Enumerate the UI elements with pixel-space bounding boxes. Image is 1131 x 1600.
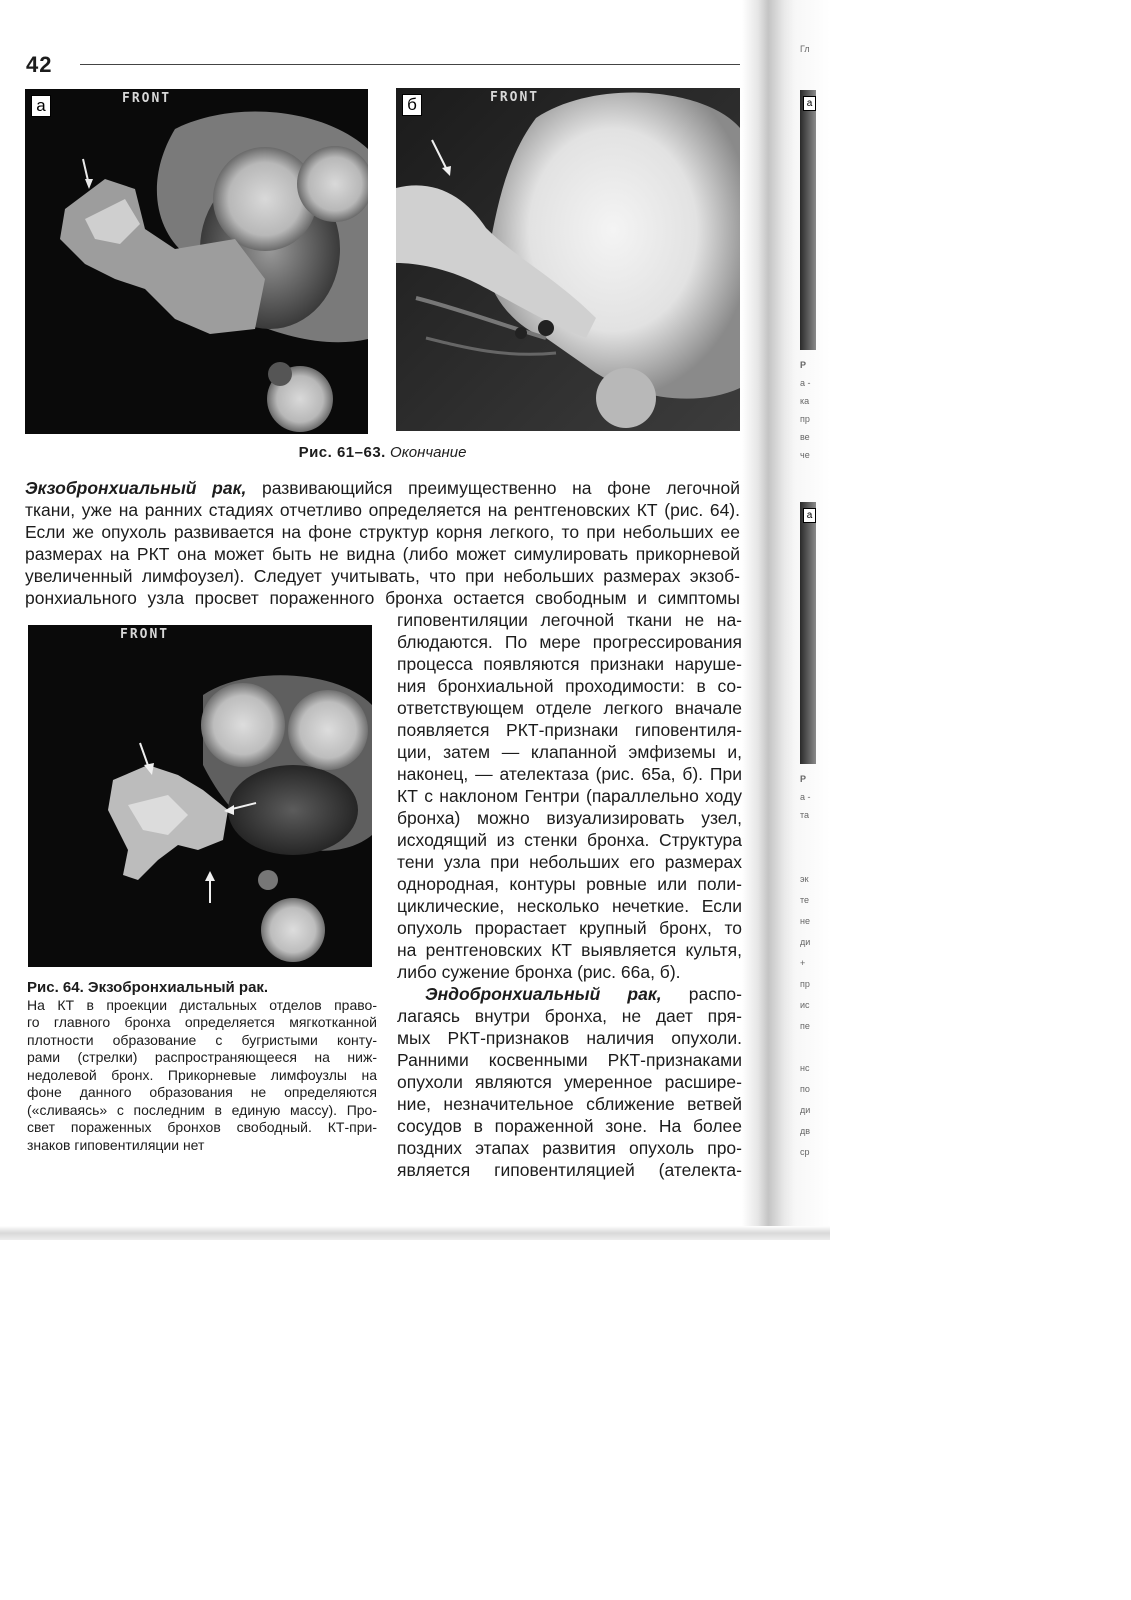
next-page-caption-fragment: Р — [800, 360, 807, 370]
next-page-panel-letter: а — [803, 508, 816, 523]
figure-caption-61-63 — [25, 444, 740, 461]
text-line: наконец, — ателектаза (рис. 65а, б). При — [397, 764, 742, 784]
next-page-text-fragment: ср — [800, 1147, 810, 1157]
term-endobronchial: Эндобронхиальный рак, — [425, 984, 662, 1004]
text-line: однородная, контуры ровные или поли- — [397, 874, 742, 894]
next-page-text-fragment: ди — [800, 1105, 811, 1115]
caption-line: плотности образование с бугристыми конту- — [27, 1031, 377, 1048]
text-line: размерах на РКТ она может быть не видна (либо может симулировать прикорневой — [25, 544, 740, 564]
caption-line: свет пораженных бронхов свободный. КТ-при- — [27, 1119, 377, 1135]
text-line: КТ с наклоном Гентри (параллельно ходу — [397, 786, 742, 806]
text-line: гиповентиляции легочной ткани не на- — [397, 610, 742, 630]
next-page-caption-fragment: та — [800, 810, 810, 820]
next-page-caption-fragment: пр — [800, 414, 810, 424]
text-line: ции, затем — клапанной эмфиземы и, — [397, 742, 742, 762]
text-line: мых РКТ-признаков наличия опухоли. — [397, 1028, 742, 1048]
panel-letter-a: а — [31, 95, 51, 117]
next-page-text-fragment: + — [800, 958, 806, 968]
text-line: на рентгеновских КТ выявляется культя, — [397, 940, 742, 960]
text-line: ткани, уже на ранних стадиях отчетливо определяется на рентгеновских КТ (рис. 64). — [25, 500, 740, 520]
next-page-running-head: Гл — [800, 44, 810, 54]
text-line: бронха) можно визуализировать узел, — [397, 808, 742, 828]
text-fragment: распо- — [688, 984, 742, 1004]
caption-line: знаков гиповентиляции нет — [27, 1136, 205, 1153]
text-line: блюдаются. По мере прогрессирования — [397, 632, 742, 652]
next-page-text-fragment: пе — [800, 1021, 810, 1031]
text-line: является гиповентиляцией (ателекта- — [397, 1160, 742, 1180]
next-page-image-top — [800, 90, 816, 350]
next-page-text-fragment: дв — [800, 1126, 811, 1136]
caption-line: недолевой бронх. Прикорневые лимфоузлы на — [27, 1066, 377, 1083]
caption-text: Окончание — [390, 444, 467, 461]
next-page-panel-letter: а — [803, 96, 816, 111]
text-line — [25, 477, 740, 499]
page-number: 42 — [26, 52, 53, 77]
text-line: ние, незначительное сближение ветвей — [397, 1094, 742, 1114]
text-line: Ранними косвенными РКТ-признаками — [397, 1050, 742, 1070]
ct-scan-b-graphic — [396, 88, 740, 431]
text-line: поздних этапах развития опухоль про- — [397, 1138, 742, 1158]
caption-title: Рис. 64. Экзобронхиальный рак. — [27, 979, 269, 996]
caption-line: («сливаясь» с последним в единую массу). Про- — [27, 1101, 377, 1118]
text-line: ния бронхиальной проходимости: в со- — [397, 676, 742, 696]
ct-image-64 — [28, 625, 372, 967]
scan-bottom-edge — [0, 1226, 830, 1240]
paragraph-exobronchial — [25, 477, 740, 609]
ct-image-a — [25, 89, 368, 434]
text-line: сосудов в пораженной зоне. На более — [397, 1116, 742, 1136]
text-line: появляется РКТ-признаки гиповентиля- — [397, 720, 742, 740]
next-page-caption-fragment: ка — [800, 396, 810, 406]
next-page-caption-fragment: че — [800, 450, 810, 460]
paragraph-endobronchial — [397, 983, 742, 1181]
next-page-text-fragment: ис — [800, 1000, 810, 1010]
caption-line: На КТ в проекции дистальных отделов право- — [27, 996, 377, 1013]
text-line: процесса появляются признаки наруше- — [397, 654, 742, 674]
ct-scan-64-graphic — [28, 625, 372, 967]
next-page-text-fragment: ди — [800, 937, 811, 947]
ct-image-b — [396, 88, 740, 431]
paragraph-exobronchial-continued — [397, 609, 742, 983]
header-rule — [80, 64, 740, 65]
caption-line: рами (стрелки) распространяющееся на ниж- — [27, 1049, 377, 1065]
ct-orientation-label: FRONT — [122, 91, 172, 106]
text-line: тени узла при небольших его размерах — [397, 852, 742, 872]
text-line: лагаясь внутри бронха, не дает пря- — [397, 1006, 742, 1026]
next-page-caption-fragment: Р — [800, 774, 807, 784]
text-line: либо сужение бронха (рис. 66а, б). — [397, 962, 681, 982]
next-page-image-bottom — [800, 502, 816, 764]
text-line: исходящий из стенки бронха. Структура — [397, 830, 742, 850]
next-page-text-fragment: не — [800, 916, 810, 926]
next-page-text-fragment: нс — [800, 1063, 810, 1073]
next-page-caption-fragment: а - — [800, 378, 811, 388]
term-exobronchial: Экзобронхиальный рак, — [25, 478, 247, 498]
ct-orientation-label: FRONT — [490, 90, 540, 105]
next-page-caption-fragment: а - — [800, 792, 811, 802]
panel-letter-b: б — [402, 94, 422, 116]
book-gutter-shadow — [742, 0, 830, 1235]
text-line: увеличенный лимфоузел). Следует учитывать, что при небольших размерах экзоб- — [25, 566, 740, 586]
text-line: опухоль прорастает крупный бронх, то — [397, 918, 742, 938]
text-line: ответствующем отделе легкого вначале — [397, 698, 742, 718]
next-page-text-fragment: те — [800, 895, 810, 905]
next-page-text-fragment: эк — [800, 874, 809, 884]
caption-line: го главного бронха определяется мягкотканной — [27, 1014, 377, 1030]
next-page-text-fragment: пр — [800, 979, 810, 989]
text-line: опухоли являются умеренное расшире- — [397, 1072, 742, 1092]
text-line: ронхиального узла просвет пораженного бронха остается свободным и симптомы — [25, 588, 740, 608]
figure-caption-64 — [27, 979, 377, 1154]
text-line: циклические, несколько нечеткие. Если — [397, 896, 742, 916]
ct-orientation-label: FRONT — [120, 627, 170, 642]
ct-scan-a-graphic — [25, 89, 368, 434]
text-line — [397, 983, 742, 1005]
caption-line: фоне данного образования не определяются — [27, 1084, 377, 1100]
text-line: Если же опухоль развивается на фоне структур корня легкого, то при небольших ее — [25, 522, 740, 542]
text-fragment: развивающийся преимущественно на фоне легочной — [262, 478, 740, 498]
next-page-caption-fragment: ве — [800, 432, 810, 442]
caption-number: Рис. 61–63. — [298, 444, 386, 461]
next-page-text-fragment: по — [800, 1084, 810, 1094]
